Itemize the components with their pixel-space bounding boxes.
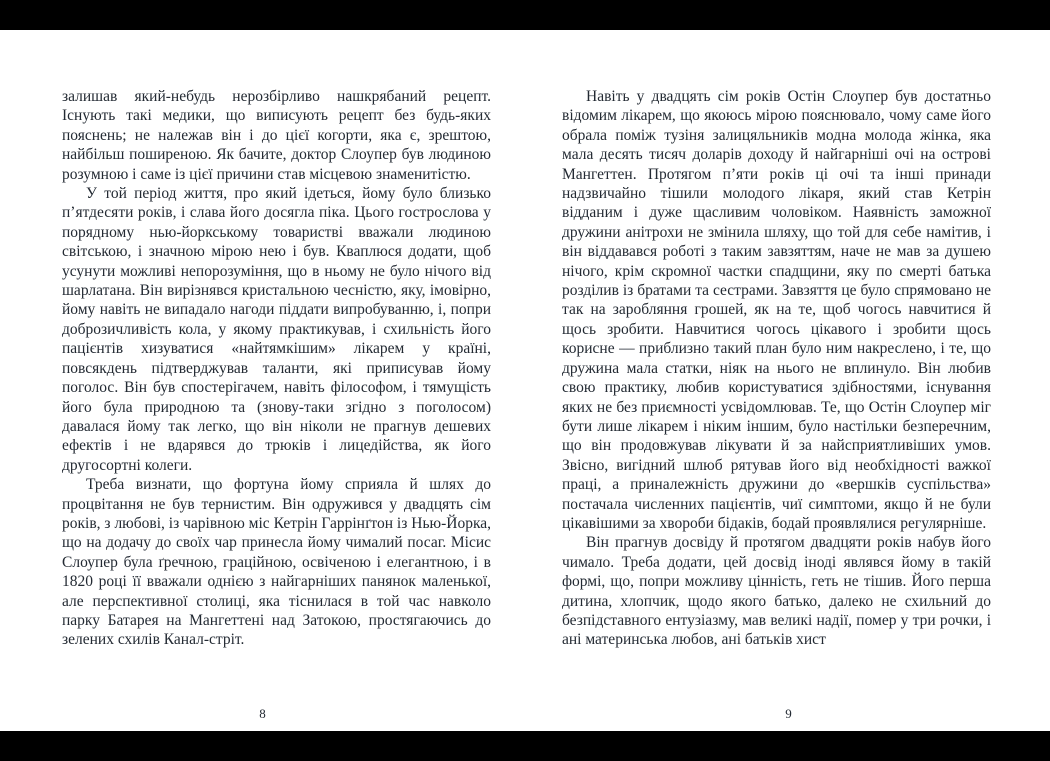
page-right-number: 9	[785, 706, 792, 721]
page-left[interactable]	[0, 30, 525, 731]
page-left-number: 8	[259, 706, 266, 721]
page-right[interactable]	[525, 30, 1050, 731]
paragraph: Він прагнув досвіду й протягом двадцяти років набув його чимало. Треба додати, цей досвід іноді являвся йому в такій формі, що, попри можливу цінність, геть не тішив. Його перша дитина, хлопчик, щодо якого батько, далеко не схильний до безпідставного ентузіазму, мав великі надії, помер у три рочки, і ані материнська любов, ані батьків хист	[562, 534, 991, 649]
page-right-text	[562, 87, 991, 699]
paragraph: Треба визнати, що фортуна йому сприяла й шлях до процвітання не був тернистим. Він одружився у двадцять сім років, з любові, із чарівною міс Кетрін Гаррінґтон із Нью-Йорка, що на додачу до своїх чар принесла йому чималий посаг. Місис Слоупер була ґречною, граційною, освіченою і елегантною, і в 1820 році її вважали однією з найгарніших панянок маленької, але перспективної столиці, яка тіснилася в той час навколо парку Батарея на Мангеттені над Затокою, простягаючись до зелених схилів Канал-стріт.	[62, 476, 491, 649]
letterbox-top-bar	[0, 0, 1050, 30]
paragraph: Навіть у двадцять сім років Остін Слоупер був достатньо відомим лікарем, що якоюсь мірою пояснювало, чому саме його обрала поміж тузіня залицяльників модна молода жінка, яка мала десять тисяч доларів доходу й найгарніші очі на острові Мангеттен. Протягом п’яти років ці очі та інші принади надзвичайно тішили молодого лікаря, який став Кетрін відданим і дуже щасливим чоловіком. Наявність заможної дружини анітрохи не змінила шляху, що той для себе намітив, і він віддавався роботі з таким завзяттям, наче не мав за душею нічого, крім скромної частки спадщини, яку по смерті батька розділив із братами та сестрами. Завзяття це було спрямовано не так на заробляння грошей, як на те, щоб чогось навчитися й щось зробити. Навчитися чогось цікавого і зробити щось корисне — приблизно такий план було ним накреслено, і те, що дружина мала статки, ніяк на нього не вплинуло. Він любив свою практику, любив користуватися здібностями, існування яких не без приємності усвідомлював. Те, що Остін Слоупер міг бути лише лікарем і ніким іншим, було настільки безперечним, що він продовжував лікувати й за найсприятливіших умов. Звісно, вигідний шлюб рятував його від необхідності важкої праці, а приналежність дружини до «вершків суспільства» постачала численних пацієнтів, чиї симптоми, якщо й не були цікавішими за хвороби бідаків, бодай проявлялися регулярніше.	[562, 88, 991, 532]
letterbox-bottom-bar	[0, 731, 1050, 761]
page-left-text	[62, 87, 491, 699]
paragraph: У той період життя, про який ідеться, йому було близько п’ятдесяти років, і слава його досягла піка. Цього гострослова у порядному нью-йоркському товаристві вважали людиною світською, і значною мірою нею і був. Кваплюся додати, щоб усунути можливі непорозуміння, що в ньому не було нічого від шарлатана. Він вирізнявся кристальною чесністю, яку, імовірно, йому навіть не випадало нагоди піддати випробуванню, і, попри доброзичливість кола, у якому практикував, і схильність його пацієнтів хизуватися «найтямкішим» лікарем у країні, повсякдень підтверджував таланти, які приписував йому поголос. Він був спостерігачем, навіть філософом, і тямущість його була природною та (знову-таки згідно з поголосом) давалася йому так легко, що він ніколи не прагнув дешевих ефектів і не вдарявся до трюків і лицедійства, як його другосортні колеги.	[62, 185, 491, 474]
paragraph: залишав який-небудь нерозбірливо нашкрябаний рецепт. Існують такі медики, що виписують рецепт без будь-яких пояснень; не належав він і до цієї когорти, яка є, зрештою, найбільш поширеною. Як бачите, доктор Слоупер був людиною розумною і саме із цієї причини став місцевою знаменитістю.	[62, 88, 491, 183]
book-spread	[0, 30, 1050, 731]
